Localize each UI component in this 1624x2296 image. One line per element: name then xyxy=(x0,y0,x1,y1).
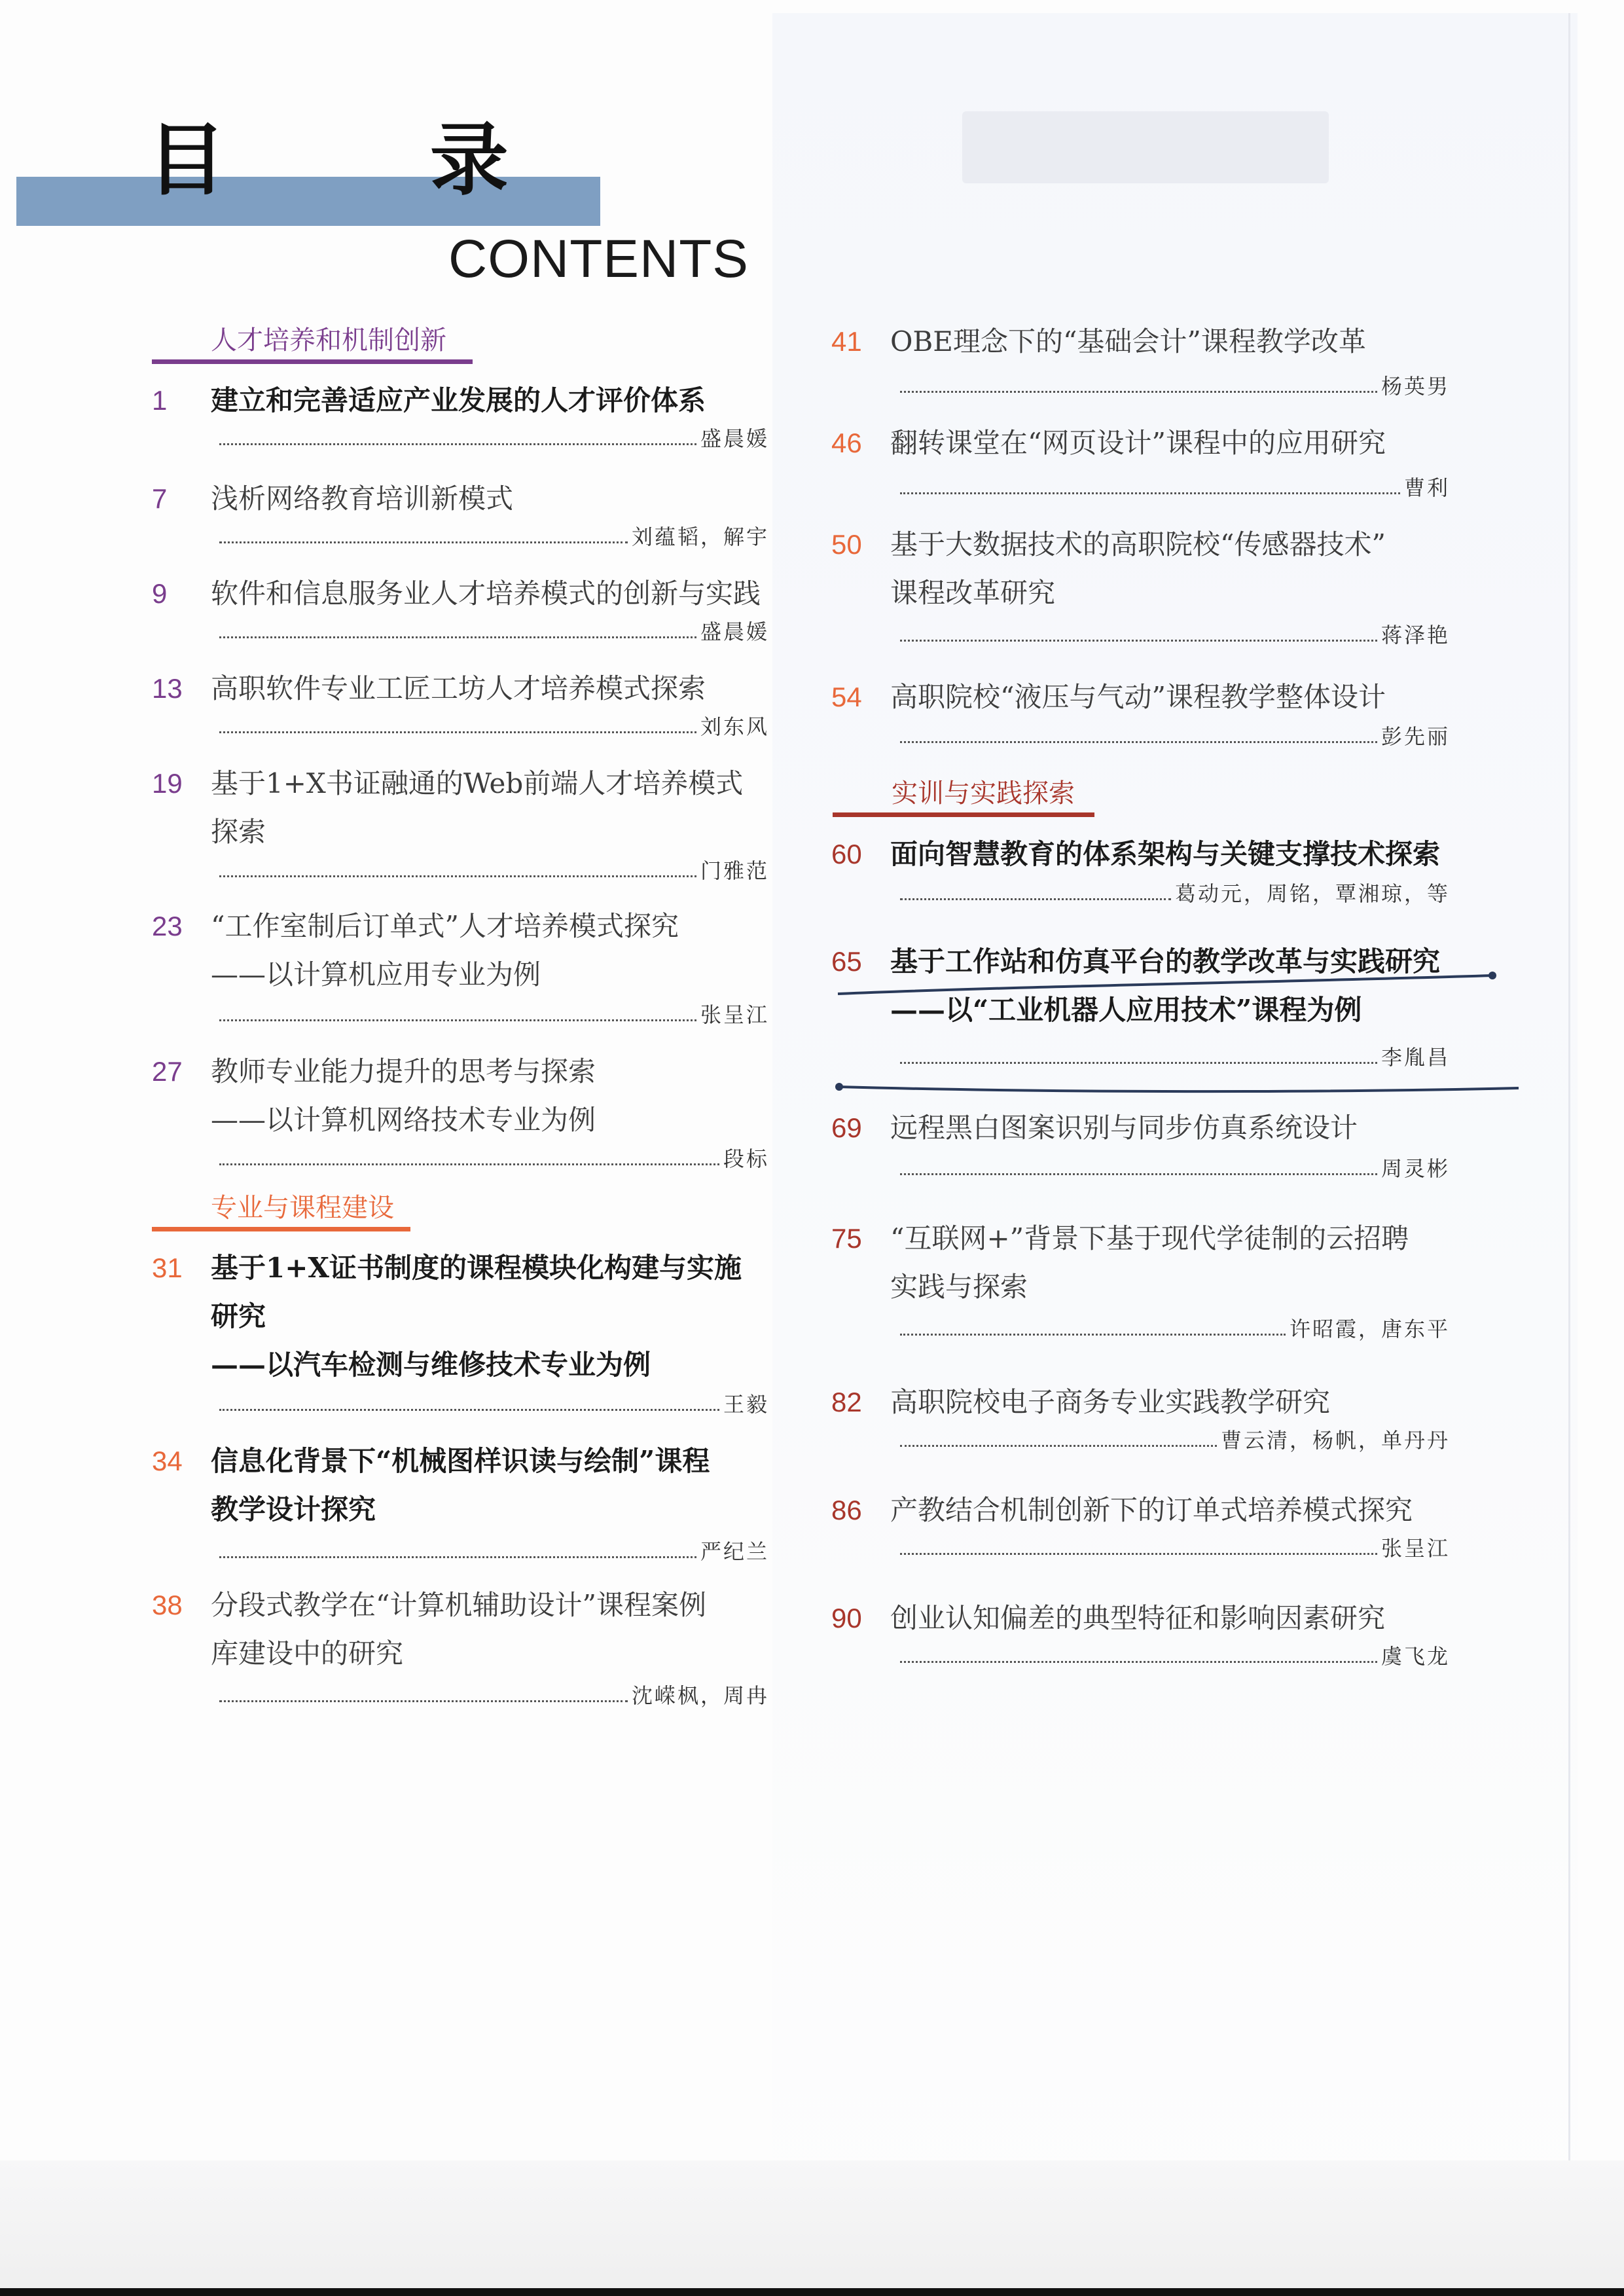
dot-leader xyxy=(219,1700,628,1702)
section-heading xyxy=(211,1195,394,1229)
dot-leader xyxy=(900,898,1171,900)
page-title: 目 录 xyxy=(147,114,597,206)
dot-leader xyxy=(219,443,696,445)
section-heading xyxy=(211,327,446,361)
dot-leader xyxy=(900,1661,1377,1663)
page-number: 54 xyxy=(831,682,862,712)
author-names: 严纪兰 xyxy=(700,1539,769,1564)
author-names: 曹云清，杨帆，单丹丹 xyxy=(1220,1428,1450,1453)
section-rule xyxy=(833,812,1094,817)
author-names: 李胤昌 xyxy=(1380,1045,1450,1070)
author-names: 张呈江 xyxy=(1380,1536,1450,1561)
pen-underline-2 xyxy=(831,1074,1525,1100)
entry-title: 远程黑白图案识别与同步仿真系统设计 xyxy=(890,1112,1358,1144)
entry-title: 翻转课堂在“网页设计”课程中的应用研究 xyxy=(890,427,1386,459)
entry-authors xyxy=(219,1539,769,1565)
author-names: 门雅范 xyxy=(700,858,769,883)
entry-title: 创业认知偏差的典型特征和影响因素研究 xyxy=(890,1602,1386,1634)
scan-edge-bar xyxy=(0,2288,1624,2296)
page-number: 65 xyxy=(831,946,862,977)
author-names: 盛晨媛 xyxy=(700,426,769,451)
author-names: 王毅 xyxy=(723,1392,769,1417)
page-number: 1 xyxy=(152,385,168,416)
entry-title: 课程改革研究 xyxy=(890,577,1056,609)
dot-leader xyxy=(900,640,1377,642)
entry-title: 基于1+X书证融通的Web前端人才培养模式 xyxy=(211,767,744,799)
entry-authors xyxy=(219,524,769,550)
entry-authors xyxy=(900,881,1450,907)
page-number: 19 xyxy=(152,768,183,799)
page-number: 69 xyxy=(831,1112,862,1143)
page-number: 90 xyxy=(831,1603,862,1633)
page-number: 31 xyxy=(152,1252,183,1283)
author-names: 刘东风 xyxy=(700,714,769,739)
entry-title: OBE理念下的“基础会计”课程教学改革 xyxy=(890,325,1366,357)
entry-title: 实践与探索 xyxy=(890,1271,1028,1303)
dot-leader xyxy=(900,492,1400,494)
dot-leader xyxy=(900,1173,1377,1175)
entry-authors xyxy=(219,714,769,740)
section-label: 专业与课程建设 xyxy=(211,1194,394,1222)
page-number: 75 xyxy=(831,1223,862,1254)
dot-leader xyxy=(900,391,1377,393)
pen-underline-1 xyxy=(831,969,1499,998)
dot-leader xyxy=(219,1019,696,1021)
section-rule xyxy=(152,359,473,364)
dot-leader xyxy=(219,636,696,638)
page-edge xyxy=(1568,13,1570,2160)
author-names: 许昭霞，唐东平 xyxy=(1289,1317,1450,1341)
entry-title: 高职软件专业工匠工坊人才培养模式探索 xyxy=(211,672,706,704)
entry-title: 基于工作站和仿真平台的教学改革与实践研究 xyxy=(890,945,1441,977)
entry-authors xyxy=(900,622,1450,648)
page-number: 60 xyxy=(831,839,862,869)
entry-authors xyxy=(900,1316,1450,1342)
section-label: 实训与实践探索 xyxy=(892,779,1075,808)
entry-title: ——以“工业机器人应用技术”课程为例 xyxy=(890,994,1362,1026)
entry-title: “工作室制后订单式”人才培养模式探究 xyxy=(211,910,679,942)
entry-authors xyxy=(900,1643,1450,1669)
entry-title: 分段式教学在“计算机辅助设计”课程案例 xyxy=(211,1589,706,1621)
entry-authors xyxy=(219,858,769,884)
entry-title: 基于大数据技术的高职院校“传感器技术” xyxy=(890,528,1386,560)
page-number: 50 xyxy=(831,529,862,560)
dot-leader xyxy=(219,1409,719,1411)
entry-title: 产教结合机制创新下的订单式培养模式探究 xyxy=(890,1494,1413,1526)
section-rule xyxy=(152,1227,410,1231)
entry-authors xyxy=(219,1683,769,1709)
entry-authors xyxy=(900,1044,1450,1070)
dot-leader xyxy=(900,741,1377,743)
entry-authors xyxy=(900,475,1450,501)
entry-authors xyxy=(900,1427,1450,1453)
author-names: 张呈江 xyxy=(700,1002,769,1027)
entry-authors xyxy=(219,1146,769,1172)
entry-title: “互联网+”背景下基于现代学徒制的云招聘 xyxy=(890,1222,1409,1254)
page-number: 38 xyxy=(152,1590,183,1620)
entry-title: 信息化背景下“机械图样识读与绘制”课程 xyxy=(211,1445,710,1477)
page-number: 7 xyxy=(152,483,168,514)
bleed-through-shadow xyxy=(962,111,1329,183)
page-subtitle: CONTENTS xyxy=(448,229,749,289)
page-number: 46 xyxy=(831,428,862,458)
entry-title: 库建设中的研究 xyxy=(211,1637,404,1669)
entry-authors xyxy=(900,373,1450,399)
author-names: 周灵彬 xyxy=(1380,1156,1450,1181)
page-number: 82 xyxy=(831,1387,862,1417)
entry-title: 建立和完善适应产业发展的人才评价体系 xyxy=(211,384,706,416)
author-names: 段标 xyxy=(723,1146,769,1171)
entry-title: 探索 xyxy=(211,816,266,848)
page-number: 9 xyxy=(152,578,168,609)
entry-title: 面向智慧教育的体系架构与关键支撑技术探索 xyxy=(890,838,1441,870)
author-names: 盛晨媛 xyxy=(700,619,769,644)
dot-leader xyxy=(900,1062,1377,1064)
dot-leader xyxy=(900,1445,1217,1447)
author-names: 蒋泽艳 xyxy=(1380,623,1450,647)
author-names: 刘蕴韬，解宇 xyxy=(631,524,769,549)
section-label: 人才培养和机制创新 xyxy=(211,326,446,355)
dot-leader xyxy=(219,541,628,543)
entry-title: 软件和信息服务业人才培养模式的创新与实践 xyxy=(211,577,761,610)
page-number: 23 xyxy=(152,911,183,941)
dot-leader xyxy=(219,875,696,877)
dot-leader xyxy=(219,1556,696,1558)
author-names: 沈嵘枫，周冉 xyxy=(631,1683,769,1708)
author-names: 虞飞龙 xyxy=(1380,1644,1450,1669)
entry-title: ——以计算机应用专业为例 xyxy=(211,958,541,991)
entry-title: 教师专业能力提升的思考与探索 xyxy=(211,1055,596,1087)
scan-bottom-margin xyxy=(0,2160,1624,2296)
dot-leader xyxy=(219,731,696,733)
entry-authors xyxy=(900,1535,1450,1561)
page-number: 13 xyxy=(152,673,183,704)
entry-title: 教学设计探究 xyxy=(211,1493,376,1525)
page-number: 34 xyxy=(152,1446,183,1476)
entry-title: ——以汽车检测与维修技术专业为例 xyxy=(211,1349,651,1381)
entry-title: ——以计算机网络技术专业为例 xyxy=(211,1104,596,1136)
author-names: 曹利 xyxy=(1403,475,1450,500)
page-number: 86 xyxy=(831,1495,862,1525)
entry-authors xyxy=(219,619,769,645)
entry-authors xyxy=(219,1002,769,1028)
author-names: 葛动元，周铭，覃湘琼，等 xyxy=(1174,881,1450,906)
entry-authors xyxy=(900,1156,1450,1182)
entry-title: 高职院校电子商务专业实践教学研究 xyxy=(890,1386,1331,1418)
entry-title: 高职院校“液压与气动”课程教学整体设计 xyxy=(890,681,1386,713)
dot-leader xyxy=(900,1334,1286,1336)
section-heading xyxy=(892,780,1075,814)
page-number: 41 xyxy=(831,326,862,357)
author-names: 彭先丽 xyxy=(1380,724,1450,749)
page-number: 27 xyxy=(152,1056,183,1087)
entry-authors xyxy=(219,426,769,452)
author-names: 杨英男 xyxy=(1380,374,1450,399)
entry-title: 研究 xyxy=(211,1300,266,1332)
entry-title: 浅析网络教育培训新模式 xyxy=(211,483,514,515)
entry-authors xyxy=(219,1391,769,1417)
dot-leader xyxy=(219,1163,719,1165)
dot-leader xyxy=(900,1553,1377,1555)
entry-authors xyxy=(900,723,1450,750)
entry-title: 基于1+X证书制度的课程模块化构建与实施 xyxy=(211,1252,742,1284)
